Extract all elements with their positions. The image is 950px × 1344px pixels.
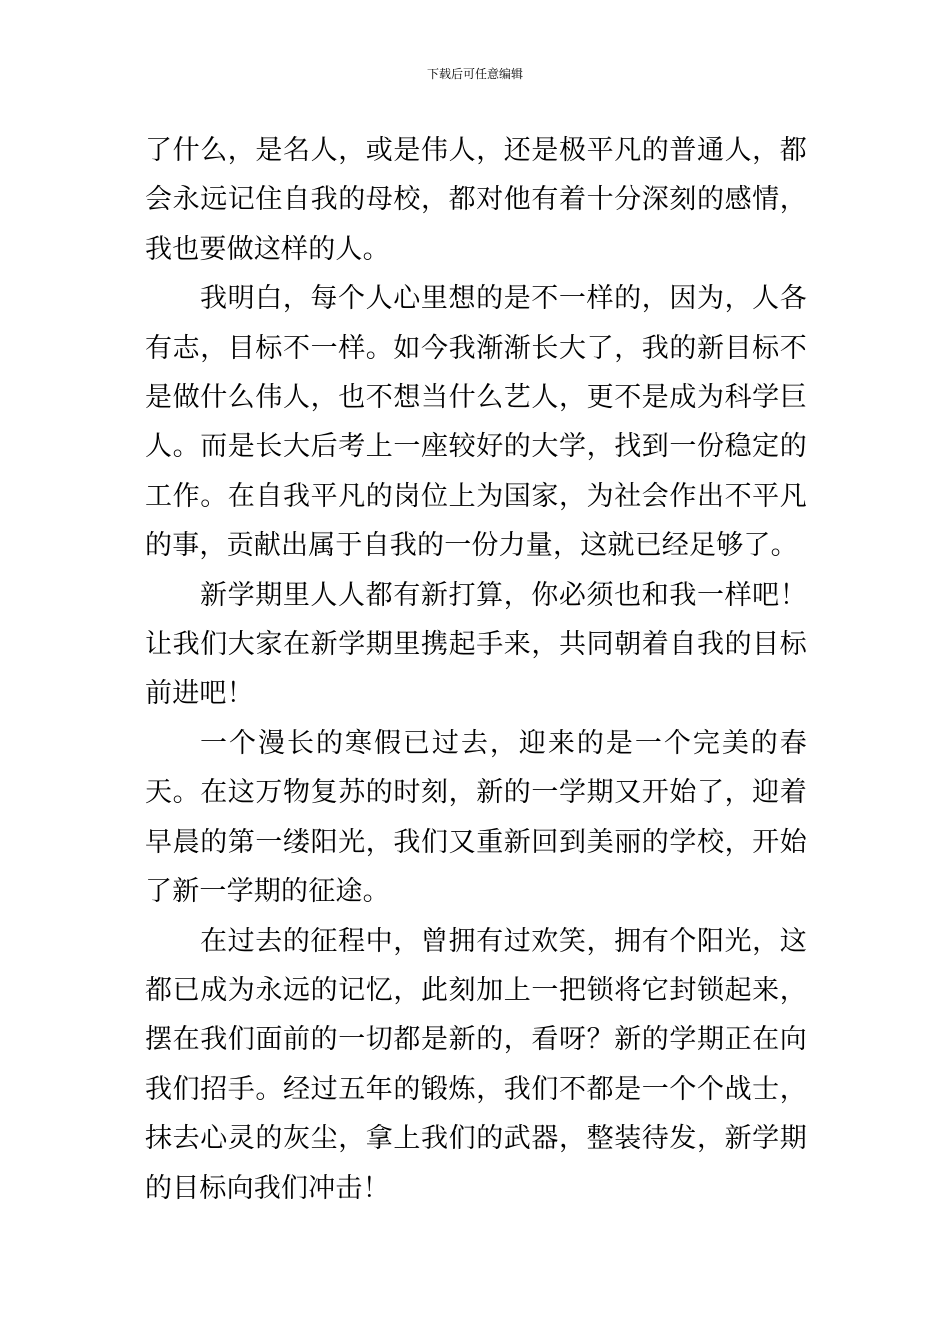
document-body xyxy=(145,126,807,1213)
paragraph-2: 我明白，每个人心里想的是不一样的，因为，人各有志，目标不一样。如今我渐渐长大了，我的新目标不是做什么伟人，也不想当什么艺人，更不是成为科学巨人。而是长大后考上一座较好的大学，找到一份稳定的工作。在自我平凡的岗位上为国家，为社会作出不平凡的事，贡献出属于自我的一份力量，这就已经足够了。 xyxy=(145,283,807,562)
page-header: 下载后可任意编辑 xyxy=(426,67,523,81)
paragraph-4: 一个漫长的寒假已过去，迎来的是一个完美的春天。在这万物复苏的时刻，新的一学期又开始了，迎着早晨的第一缕阳光，我们又重新回到美丽的学校，开始了新一学期的征途。 xyxy=(145,727,807,908)
paragraph-3: 新学期里人人都有新打算，你必须也和我一样吧！让我们大家在新学期里携起手来，共同朝着自我的目标前进吧！ xyxy=(145,579,807,710)
paragraph-1: 了什么，是名人，或是伟人，还是极平凡的普通人，都会永远记住自我的母校，都对他有着十分深刻的感情，我也要做这样的人。 xyxy=(145,135,807,265)
paragraph-5: 在过去的征程中，曾拥有过欢笑，拥有个阳光，这都已成为永远的记忆，此刻加上一把锁将它封锁起来，摆在我们面前的一切都是新的，看呀？新的学期正在向我们招手。经过五年的锻炼，我们不都是一个个战士，抹去心灵的灰尘，拿上我们的武器，整装待发，新学期的目标向我们冲击！ xyxy=(145,925,807,1204)
